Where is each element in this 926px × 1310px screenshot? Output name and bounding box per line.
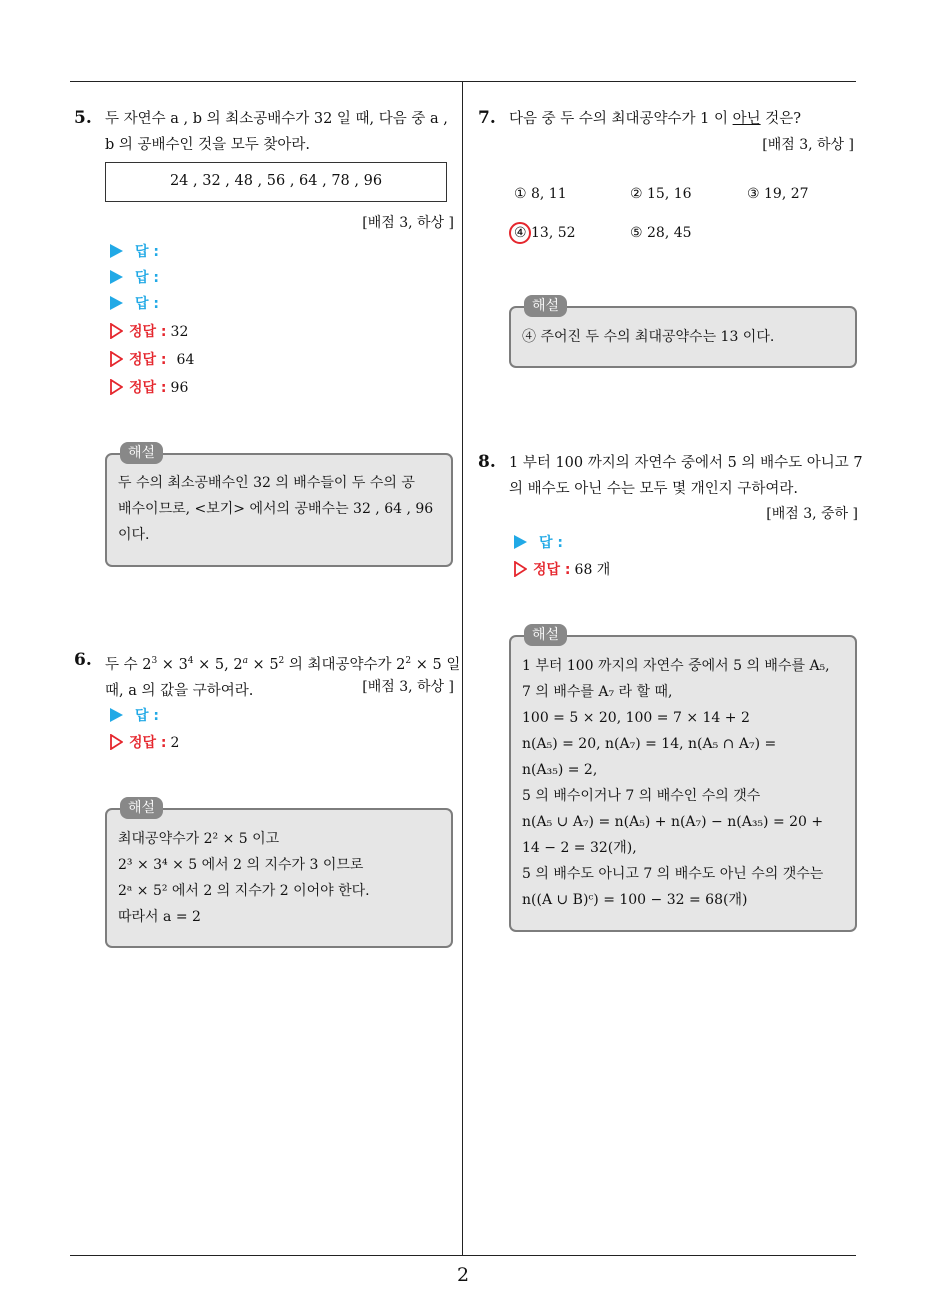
correct-value: 2 [170,735,180,751]
q5-correct-3 [110,376,188,400]
q5-line1: 두 자연수 a , b 의 최소공배수가 32 일 때, 다음 중 a , [105,111,448,127]
q8-correct [514,558,610,582]
answer-label: 답 : [135,244,159,260]
page-number: 2 [456,1264,470,1286]
q6-correct [110,731,179,755]
solution-line: 2³ × 3⁴ × 5 에서 2 의 지수가 3 이므로 [118,857,364,873]
outline-triangle-icon [514,561,527,577]
q8-text [509,450,863,502]
solution-line: 5 의 배수이거나 7 의 배수인 수의 갯수 [522,788,761,804]
solution-line: n(A₅) = 20, n(A₇) = 14, n(A₅ ∩ A₇) = [522,736,777,752]
q5-answer-3[interactable] [110,292,159,316]
q7-text-pre: 다음 중 두 수의 최대공약수가 1 이 [509,111,733,127]
q6-solution-tag: 해설 [120,797,163,819]
answer-label: 답 : [135,708,159,724]
q7-text [509,106,854,132]
q7-text-underlined: 아닌 [732,111,761,127]
q7-meta: [배점 3, 하상 ] [762,137,854,153]
q5-solution-text [118,470,450,548]
q8-line2: 의 배수도 아닌 수는 모두 몇 개인지 구하여라. [509,481,798,497]
solution-line: n(A₃₅) = 2, [522,762,598,778]
q6-answer[interactable] [110,704,159,728]
q5-answer-2[interactable] [110,266,159,290]
solution-line: 14 − 2 = 32(개), [522,840,637,856]
answer-label: 답 : [135,296,159,312]
q5-choices-box: 24 , 32 , 48 , 56 , 64 , 78 , 96 [105,162,447,202]
q5-number: 5. [74,108,92,128]
solution-line: 100 = 5 × 20, 100 = 7 × 14 + 2 [522,710,750,726]
q6-number: 6. [74,650,92,670]
q5-answer-1[interactable] [110,240,159,264]
q7-option-3[interactable]: ③ 19, 27 [747,186,809,202]
filled-triangle-icon [110,270,123,284]
filled-triangle-icon [110,244,123,258]
correct-label: 정답 : [533,562,571,578]
solution-line: 최대공약수가 2² × 5 이고 [118,831,280,847]
outline-triangle-icon [110,323,123,339]
solution-line: 1 부터 100 까지의 자연수 중에서 5 의 배수를 A₅, [522,658,830,674]
q7-solution-text: ④ 주어진 두 수의 최대공약수는 13 이다. [522,329,775,345]
bottom-rule [70,1255,856,1256]
top-rule [70,81,856,82]
q7-option-2[interactable]: ② 15, 16 [630,186,692,202]
solution-line: n((A ∪ B)ᶜ) = 100 − 32 = 68(개) [522,892,748,908]
q7-text-post: 것은? [760,111,802,127]
selected-circle-icon [509,222,531,244]
solution-line: 따라서 a = 2 [118,909,201,925]
solution-line: 2ᵃ × 5² 에서 2 의 지수가 2 이어야 한다. [118,883,370,899]
solution-line: n(A₅ ∪ A₇) = n(A₅) + n(A₇) − n(A₃₅) = 20 + [522,814,824,830]
q8-answer[interactable] [514,531,563,555]
outline-triangle-icon [110,351,123,367]
solution-line: 배수이므로, <보기> 에서의 공배수는 32 , 64 , 96 [118,501,434,517]
filled-triangle-icon [110,296,123,310]
q8-meta: [배점 3, 중하 ] [766,506,858,522]
solution-line: 이다. [118,527,150,543]
outline-triangle-icon [110,734,123,750]
q5-text [105,106,455,158]
filled-triangle-icon [110,708,123,722]
q5-line2: b 의 공배수인 것을 모두 찾아라. [105,137,311,153]
q8-number: 8. [478,452,496,472]
q8-solution-text [522,653,854,913]
outline-triangle-icon [110,379,123,395]
solution-line: 7 의 배수를 A₇ 라 할 때, [522,684,673,700]
q5-meta: [배점 3, 하상 ] [362,215,454,231]
answer-label: 답 : [539,535,563,551]
q7-solution-tag: 해설 [524,295,567,317]
q6-line2: 때, a 의 값을 구하여라. [105,682,254,699]
q5-correct-1 [110,320,188,344]
answer-label: 답 : [135,270,159,286]
correct-label: 정답 : [129,380,167,396]
correct-value: 68 개 [574,562,611,578]
filled-triangle-icon [514,535,527,549]
correct-label: 정답 : [129,735,167,751]
correct-label: 정답 : [129,324,167,340]
q7-option-1[interactable]: ① 8, 11 [514,186,567,202]
correct-value: 96 [170,380,189,396]
correct-value: 32 [170,324,189,340]
q8-line1: 1 부터 100 까지의 자연수 중에서 5 의 배수도 아니고 7 [509,455,863,471]
q5-solution-tag: 해설 [120,442,163,464]
column-divider [462,82,463,1256]
correct-value: 64 [176,352,195,368]
q7-option-5[interactable]: ⑤ 28, 45 [630,225,692,241]
q5-correct-2 [110,348,194,372]
solution-line: 5 의 배수도 아니고 7 의 배수도 아닌 수의 갯수는 [522,866,824,882]
q8-solution-tag: 해설 [524,624,567,646]
q7-option-4[interactable]: ④ 13, 52 [514,225,576,241]
q6-meta: [배점 3, 하상 ] [362,679,454,695]
correct-label: 정답 : [129,352,167,368]
q7-number: 7. [478,108,496,128]
solution-line: 두 수의 최소공배수인 32 의 배수들이 두 수의 공 [118,475,415,491]
q6-solution-text [118,826,450,930]
q6-line1: 두 수 $2^3 \times 3^4 \times 5$, $2^a \times 5^2$ 의 최대공약수가 $2^2 \times 5$ 일 [105,656,461,673]
